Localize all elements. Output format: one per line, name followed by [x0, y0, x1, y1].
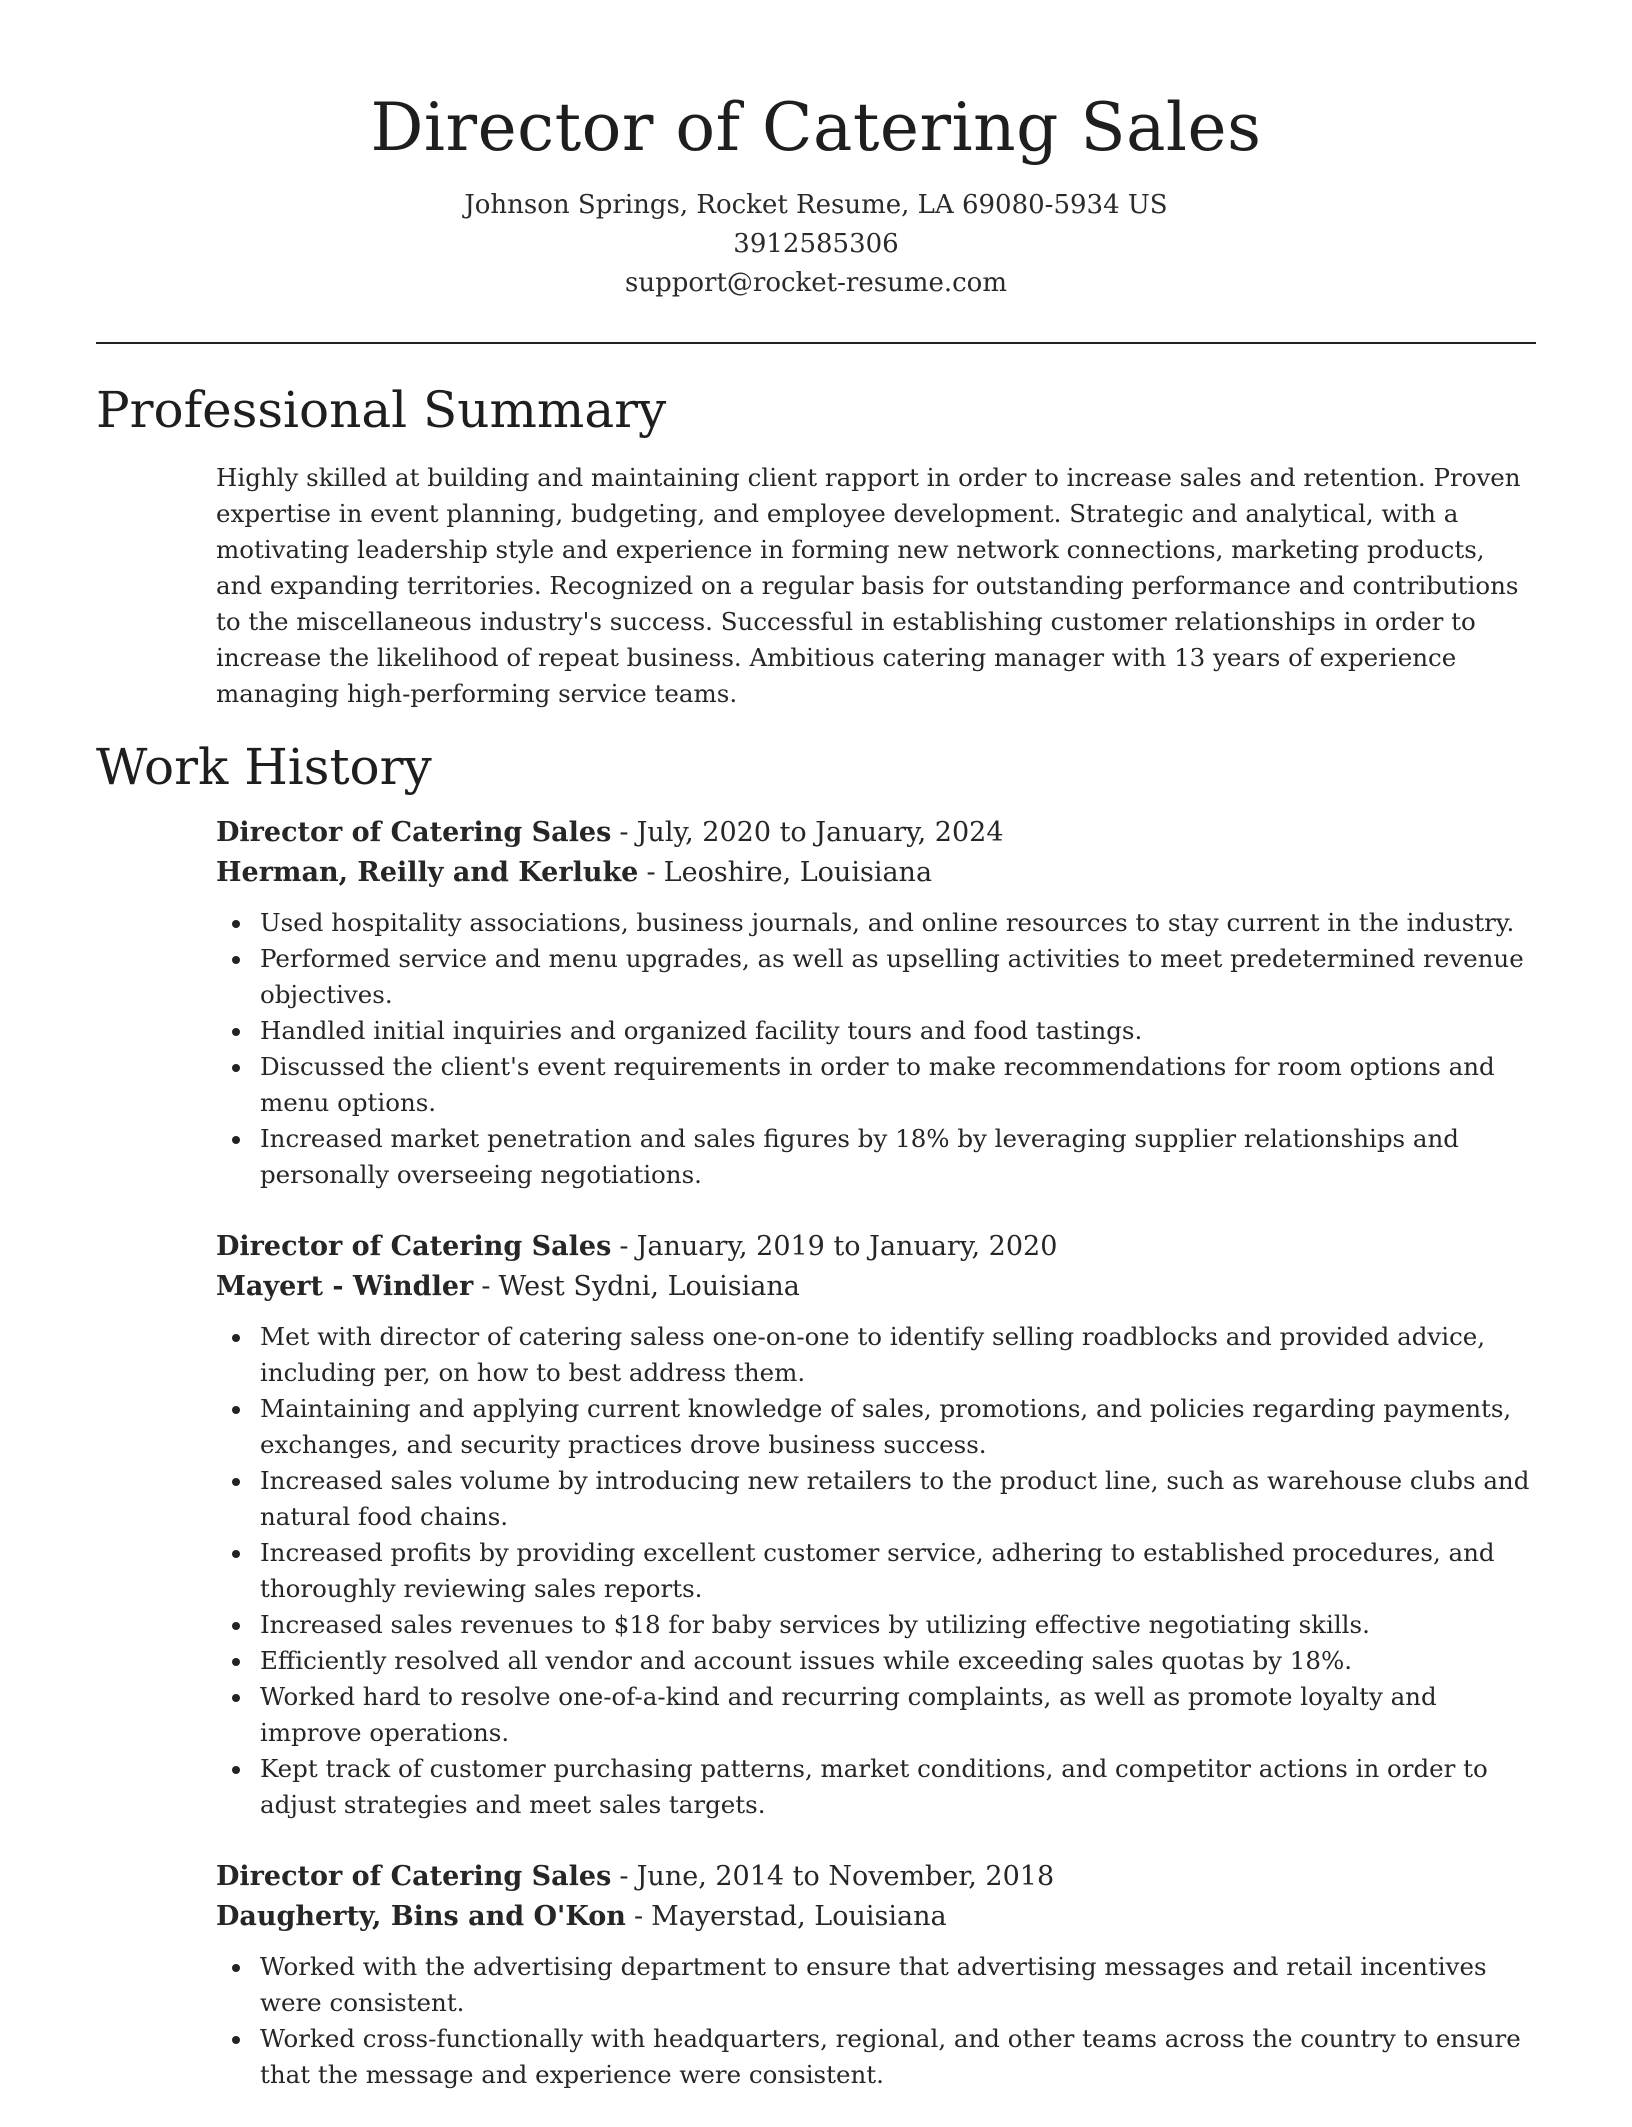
- list-item: Increased sales volume by introducing new retailers to the product line, such as warehouse clubs and natural food chains.: [260, 1463, 1536, 1535]
- job-company-line: [216, 1267, 1536, 1307]
- list-item: Increased profits by providing excellent customer service, adhering to established procedures, and thoroughly reviewing sales reports.: [260, 1535, 1536, 1607]
- job-entry: [216, 813, 1536, 1193]
- contact-info: [96, 186, 1536, 303]
- resume-header: [96, 84, 1536, 303]
- separator: -: [619, 1231, 629, 1262]
- job-title-line: [216, 813, 1536, 853]
- list-item: Worked cross-functionally with headquarters, regional, and other teams across the country to ensure that the message and experience were consistent.: [260, 2021, 1536, 2093]
- list-item: Met with director of catering saless one-on-one to identify selling roadblocks and provided advice, including per, on how to best address them.: [260, 1319, 1536, 1391]
- job-title: Director of Catering Sales: [216, 1861, 612, 1892]
- job-title-line: [216, 1857, 1536, 1897]
- job-company: Herman, Reilly and Kerluke: [216, 857, 639, 888]
- job-bullets: [216, 905, 1536, 1193]
- summary-text: Highly skilled at building and maintaining client rapport in order to increase sales and retention. Proven expertise in event planning, budgeting, and employee development. Strategic and analytical, with a motivating leadership style and experience in forming new network connections, marketing products, and expanding territories. Recognized on a regular basis for outstanding performance and contributions to the miscellaneous industry's success. Successful in establishing customer relationships in order to increase the likelihood of repeat business. Ambitious catering manager with 13 years of experience managing high-performing service teams.: [216, 463, 1521, 708]
- job-bullets: [216, 1949, 1536, 2093]
- job-title: Director of Catering Sales: [216, 1231, 612, 1262]
- job-bullets: [216, 1319, 1536, 1823]
- header-divider: [96, 342, 1536, 344]
- list-item: Increased sales revenues to $18 for baby services by utilizing effective negotiating skills.: [260, 1607, 1536, 1643]
- job-company: Daugherty, Bins and O'Kon: [216, 1901, 626, 1932]
- job-dates: January, 2019 to January, 2020: [636, 1231, 1058, 1262]
- summary-heading: Professional Summary: [96, 381, 667, 439]
- list-item: Maintaining and applying current knowledge of sales, promotions, and policies regarding payments, exchanges, and security practices drove business success.: [260, 1391, 1536, 1463]
- job-dates: July, 2020 to January, 2024: [636, 817, 1004, 848]
- list-item: Efficiently resolved all vendor and account issues while exceeding sales quotas by 18%.: [260, 1643, 1536, 1679]
- job-location: West Sydni, Louisiana: [498, 1271, 800, 1302]
- list-item: Increased market penetration and sales figures by 18% by leveraging supplier relationships and personally overseeing negotiations.: [260, 1121, 1536, 1193]
- job-location: Leoshire, Louisiana: [663, 857, 933, 888]
- job-location: Mayerstad, Louisiana: [651, 1901, 947, 1932]
- contact-email: support@rocket-resume.com: [624, 268, 1007, 298]
- page-title: Director of Catering Sales: [370, 89, 1262, 166]
- list-item: Performed service and menu upgrades, as well as upselling activities to meet predetermined revenue objectives.: [260, 941, 1536, 1013]
- job-entry: [216, 1857, 1536, 2093]
- list-item: Kept track of customer purchasing patterns, market conditions, and competitor actions in order to adjust strategies and meet sales targets.: [260, 1751, 1536, 1823]
- list-item: Worked with the advertising department to ensure that advertising messages and retail incentives were consistent.: [260, 1949, 1536, 2021]
- separator: -: [481, 1271, 491, 1302]
- contact-address: Johnson Springs, Rocket Resume, LA 69080-5934 US: [464, 190, 1168, 220]
- job-dates: June, 2014 to November, 2018: [636, 1861, 1055, 1892]
- job-company-line: [216, 853, 1536, 893]
- job-company-line: [216, 1897, 1536, 1937]
- contact-phone: 3912585306: [733, 229, 899, 259]
- separator: -: [646, 857, 656, 888]
- list-item: Used hospitality associations, business journals, and online resources to stay current in the industry.: [260, 905, 1536, 941]
- separator: -: [633, 1901, 644, 1932]
- job-entry: [216, 1227, 1536, 1823]
- job-company: Mayert - Windler: [216, 1271, 474, 1302]
- work-history-heading: Work History: [96, 738, 432, 796]
- list-item: Handled initial inquiries and organized facility tours and food tastings.: [260, 1013, 1536, 1049]
- job-title: Director of Catering Sales: [216, 817, 612, 848]
- job-title-line: [216, 1227, 1536, 1267]
- summary-section: [216, 460, 1536, 712]
- separator: -: [619, 1861, 629, 1892]
- list-item: Worked hard to resolve one-of-a-kind and recurring complaints, as well as promote loyalty and improve operations.: [260, 1679, 1536, 1751]
- work-history-section: [216, 813, 1536, 2127]
- list-item: Discussed the client's event requirements in order to make recommendations for room options and menu options.: [260, 1049, 1536, 1121]
- separator: -: [619, 817, 629, 848]
